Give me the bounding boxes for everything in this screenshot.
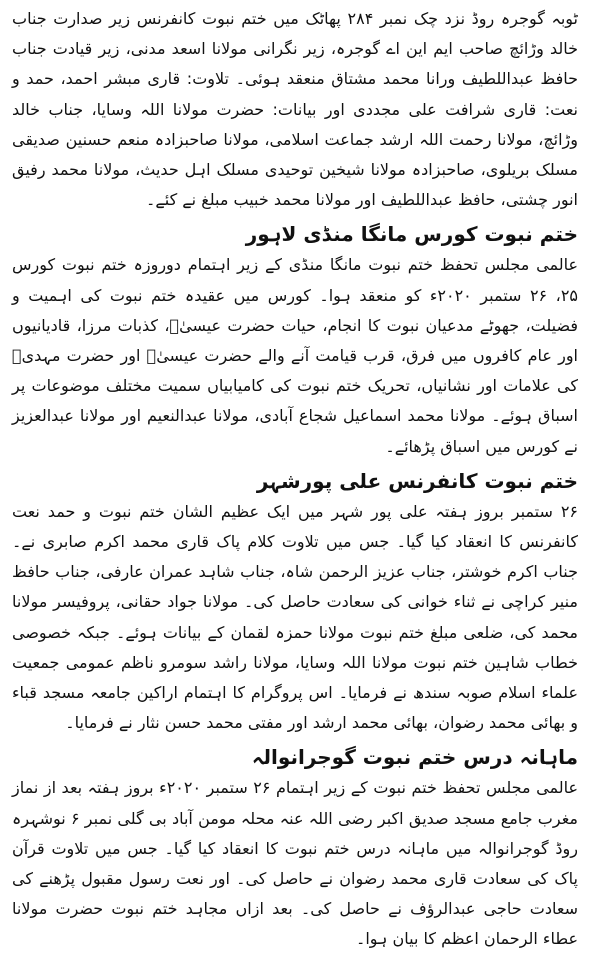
heading-gujranwala-dars: ماہانہ درس ختم نبوت گوجرانوالہ <box>251 745 578 770</box>
heading-alipur-conference: ختم نبوت کانفرنس علی پورشہر <box>256 468 578 493</box>
paragraph-gujranwala-dars: عالمی مجلس تحفظ ختم نبوت کے زیر اہتمام ۲۶ ستمبر ۲۰۲۰ء بروز ہفتہ بعد از نماز مغرب جامع مسجد صدیق اکبر رضی اللہ عنہ محلہ مومن آباد بی گلی نمبر ۶ نوشہرہ روڈ گوجرانوالہ میں ماہانہ درس ختم نبوت کا انعقاد کیا گیا۔ جس میں تلاوت قرآن پاک کی سعادت قاری محمد رضوان نے حاصل کی۔ اور نعت رسول مقبول پڑھنے کی سعادت حاجی عبدالرؤف نے حاصل کی۔ بعد ازاں مجاہد ختم نبوت حضرت مولانا عطاء الرحمان اعظم کا بیان ہوا۔ <box>12 778 579 949</box>
heading-manga-mandi-course: ختم نبوت کورس مانگا منڈی لاہور <box>245 222 578 247</box>
paragraph-alipur-conference: ۲۶ ستمبر بروز ہفتہ علی پور شہر میں ایک عظیم الشان ختم نبوت و حمد نعت کانفرنس کا انعقاد کیا گیا۔ جس میں تلاوت کلام پاک قاری محمد اکرم صابری نے۔ جناب اکرم خوشتر، جناب عزیز الرحمن شاہ، جناب شاہد عمران عارفی، جناب حافظ منیر کراچی نے ثناء خوانی کی سعادت حاصل کی۔ مولانا جواد حقانی، پروفیسر مولانا محمد کی، ضلعی مبلغ ختم نبوت مولانا حمزہ لقمان کے بیانات ہوئے۔ جبکہ خصوصی خطاب شاہین ختم نبوت مولانا اللہ وسایا، مولانا راشد سومرو ناظم عمومی جمعیت علماء اسلام صوبہ سندھ نے فرمایا۔ اس پروگرام کا اہتمام اراکین جامعہ مسجد قباء و بھائی محمد رضوان، بھائی محمد ارشد اور مفتی محمد حسن نثار نے فرمایا۔ <box>12 501 578 733</box>
paragraph-manga-mandi-course: عالمی مجلس تحفظ ختم نبوت مانگا منڈی کے زیر اہتمام دوروزہ ختم نبوت کورس ۲۵، ۲۶ ستمبر ۲۰۲۰ء کو منعقد ہوا۔ کورس میں عقیدہ ختم نبوت کی اہمیت و فضیلت، جھوٹے مدعیان نبوت کا انجام، حیات حضرت عیسیٰؑ، کذبات مرزا، قادیانیوں اور عام کافروں میں فرق، قرب قیامت آنے والے حضرت عیسیٰؑ اور حضرت مہدیؓ کی علامات اور نشانیاں، تحریک ختم نبوت کی کامیابیاں سمیت مختلف موضوعات پر اسباق ہوئے۔ مولانا محمد اسماعیل شجاع آبادی، مولانا عبدالنعیم اور مولانا عبدالعزیز نے کورس میں اسباق پڑھائے۔ <box>12 255 579 456</box>
paragraph-kharal-conference: ٹوبہ گوجرہ روڈ نزد چک نمبر ۲۸۴ پھاٹک میں ختم نبوت کانفرنس زیر صدارت جناب خالد وڑائچ صاحب ایم این اے گوجرہ، زیر نگرانی مولانا اسعد مدنی، زیر قیادت جناب حافظ عبداللطیف ورانا محمد مشتاق منعقد ہوئی۔ تلاوت: قاری مبشر احمد، حمد و نعت: قاری شرافت علی مجددی اور بیانات: حضرت مولانا اللہ وسایا، جناب خالد وڑائچ، مولانا رحمت اللہ ارشد جماعت اسلامی، مولانا صاحبزادہ منعم حسنین صدیقی مسلک بریلوی، صاحبزادہ مولانا شیخین توحیدی مسلک اہل حدیث، مولانا محمد رفیق انور چشتی، حافظ عبداللطیف اور مولانا محمد خبیب مبلغ نے کئے۔ <box>12 9 579 210</box>
